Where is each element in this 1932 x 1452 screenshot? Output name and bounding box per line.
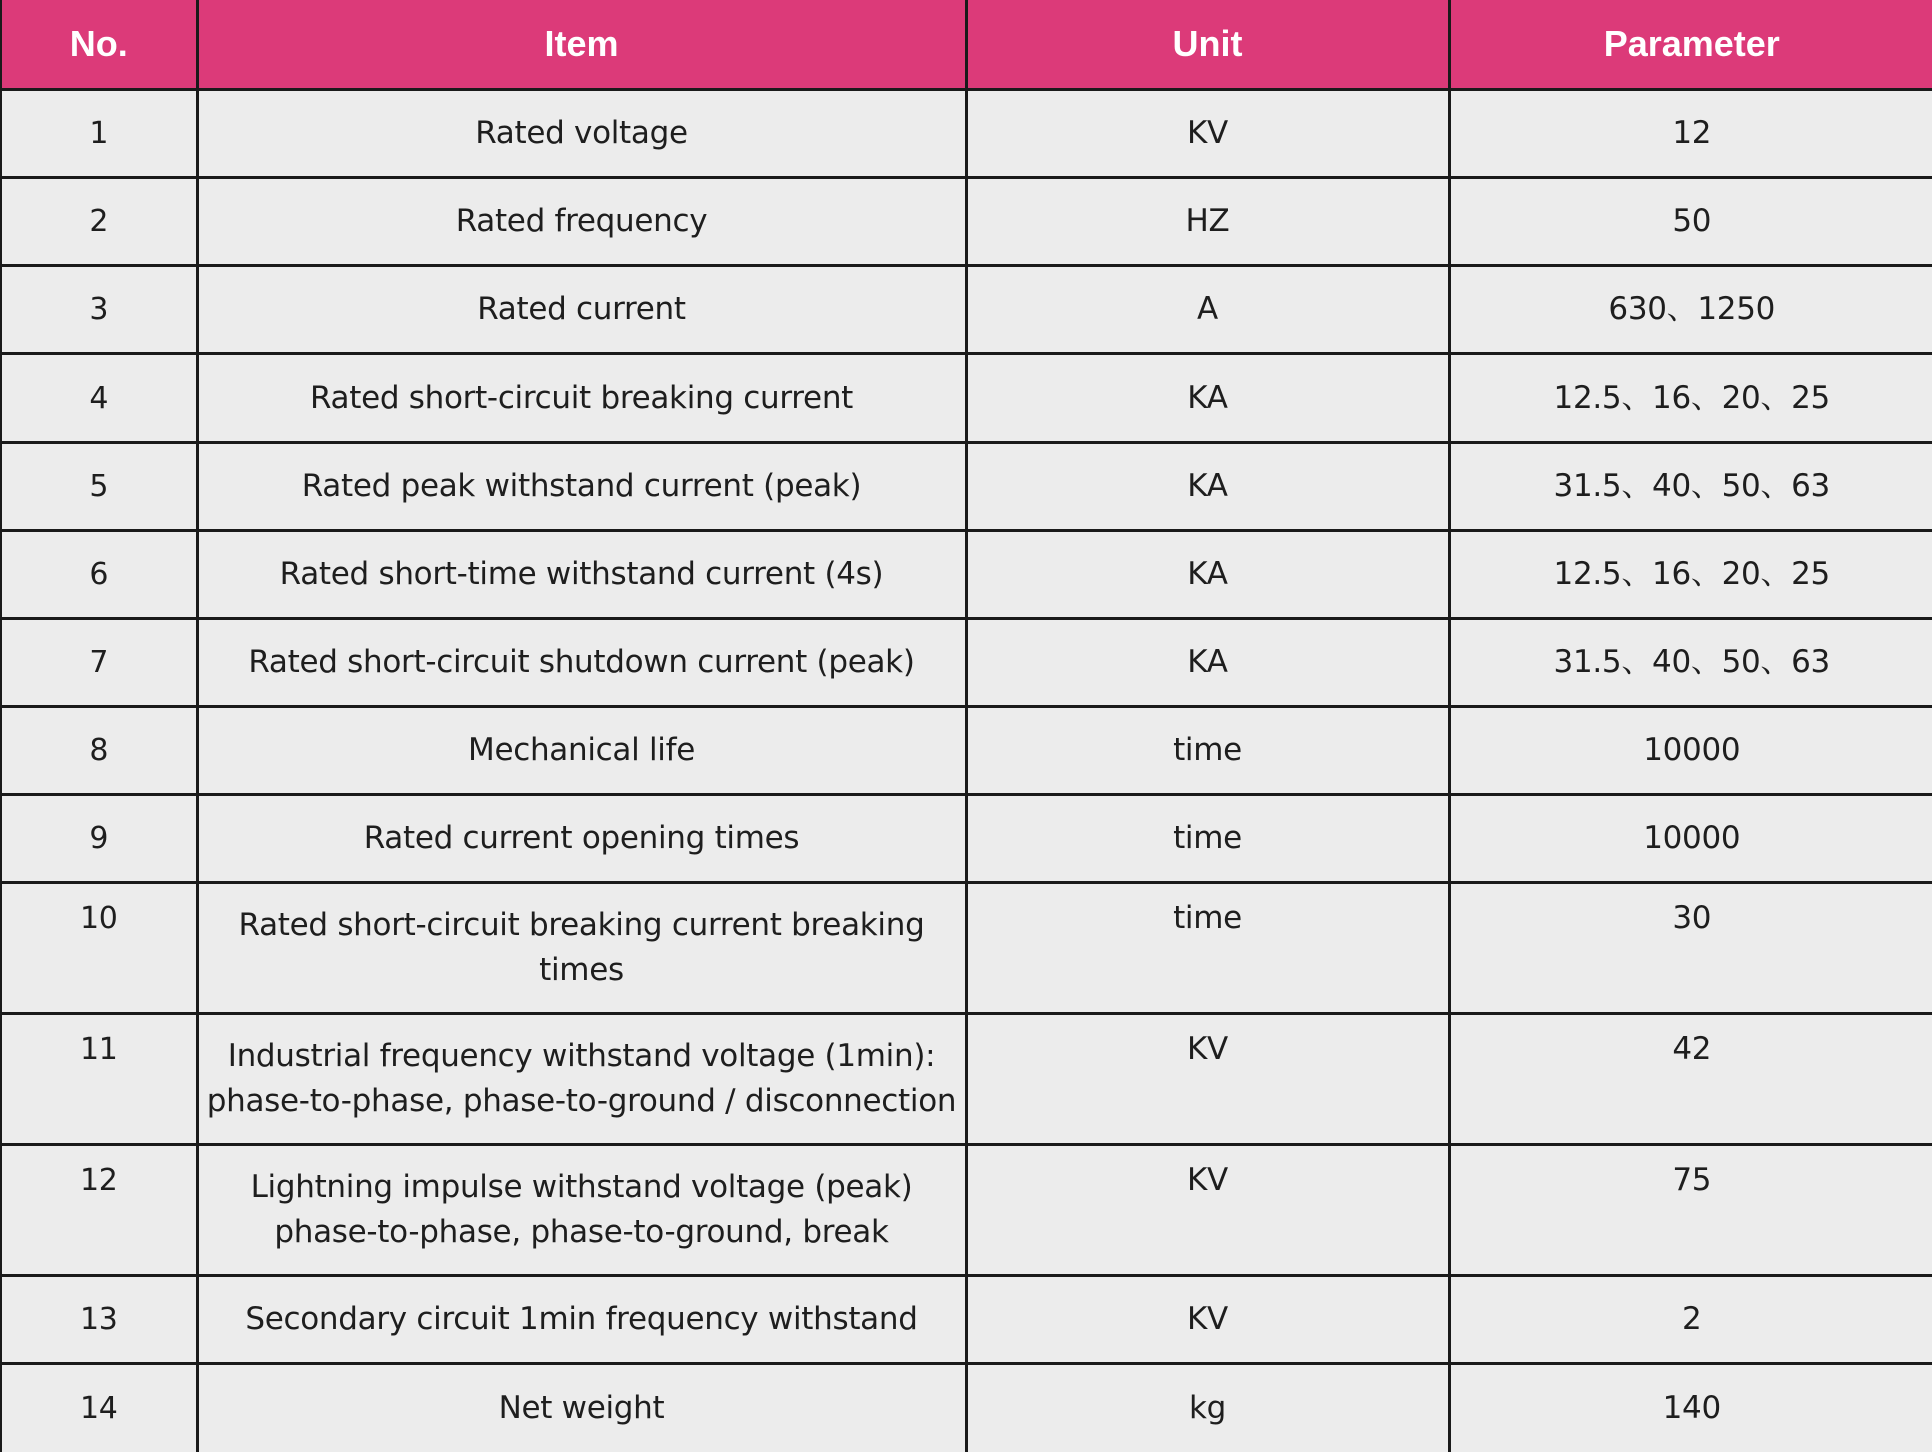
row-parameter: 31.5、40、50、63 [1449,442,1932,530]
row-no: 9 [1,795,197,883]
row-parameter: 10000 [1449,707,1932,795]
row-no: 11 [1,1014,197,1145]
row-unit: KA [966,530,1449,618]
row-no: 2 [1,178,197,266]
row-parameter: 31.5、40、50、63 [1449,618,1932,706]
row-parameter: 12 [1449,90,1932,178]
row-item: Rated short-circuit shutdown current (peak) [197,618,966,706]
row-parameter: 30 [1449,883,1932,1014]
row-item: Rated short-time withstand current (4s) [197,530,966,618]
row-item: Lightning impulse withstand voltage (peak) phase-to-phase, phase-to-ground, break [197,1144,966,1275]
row-unit: time [966,795,1449,883]
header-parameter: Parameter [1449,0,1932,90]
row-item: Net weight [197,1363,966,1452]
row-unit: HZ [966,178,1449,266]
row-unit: time [966,707,1449,795]
row-no: 4 [1,354,197,442]
row-item: Rated voltage [197,90,966,178]
row-parameter: 630、1250 [1449,266,1932,354]
header-no: No. [1,0,197,90]
table-row [1,266,1932,354]
row-no: 14 [1,1363,197,1452]
row-item: Rated current [197,266,966,354]
row-parameter: 42 [1449,1014,1932,1145]
table-row [1,90,1932,178]
row-parameter: 12.5、16、20、25 [1449,530,1932,618]
table-row [1,707,1932,795]
row-parameter: 10000 [1449,795,1932,883]
row-unit: A [966,266,1449,354]
row-item: Mechanical life [197,707,966,795]
row-unit: KA [966,354,1449,442]
row-unit: KV [966,1014,1449,1145]
row-no: 7 [1,618,197,706]
table-row [1,1275,1932,1363]
table-row [1,795,1932,883]
row-no: 12 [1,1144,197,1275]
table-row [1,1363,1932,1452]
table-row [1,883,1932,1014]
row-unit: KV [966,1144,1449,1275]
row-parameter: 75 [1449,1144,1932,1275]
table-row [1,530,1932,618]
table-header [1,0,1932,90]
row-unit: kg [966,1363,1449,1452]
row-parameter: 140 [1449,1363,1932,1452]
row-unit: KV [966,1275,1449,1363]
header-item: Item [197,0,966,90]
row-item: Rated frequency [197,178,966,266]
row-parameter: 12.5、16、20、25 [1449,354,1932,442]
row-no: 1 [1,90,197,178]
table-row [1,1014,1932,1145]
row-unit: KA [966,618,1449,706]
table-row [1,618,1932,706]
row-no: 5 [1,442,197,530]
row-no: 13 [1,1275,197,1363]
row-parameter: 50 [1449,178,1932,266]
row-item: Rated short-circuit breaking current breaking times [197,883,966,1014]
row-item: Rated short-circuit breaking current [197,354,966,442]
row-item: Rated current opening times [197,795,966,883]
table-row [1,1144,1932,1275]
row-no: 10 [1,883,197,1014]
row-no: 8 [1,707,197,795]
table-body [1,90,1932,1452]
row-no: 3 [1,266,197,354]
row-item: Secondary circuit 1min frequency withstand [197,1275,966,1363]
table-row [1,354,1932,442]
row-no: 6 [1,530,197,618]
row-item: Industrial frequency withstand voltage (1min): phase-to-phase, phase-to-ground / disconnection [197,1014,966,1145]
header-row [1,0,1932,90]
header-unit: Unit [966,0,1449,90]
row-unit: KV [966,90,1449,178]
table-row [1,442,1932,530]
row-unit: time [966,883,1449,1014]
row-parameter: 2 [1449,1275,1932,1363]
table-row [1,178,1932,266]
row-item: Rated peak withstand current (peak) [197,442,966,530]
row-unit: KA [966,442,1449,530]
